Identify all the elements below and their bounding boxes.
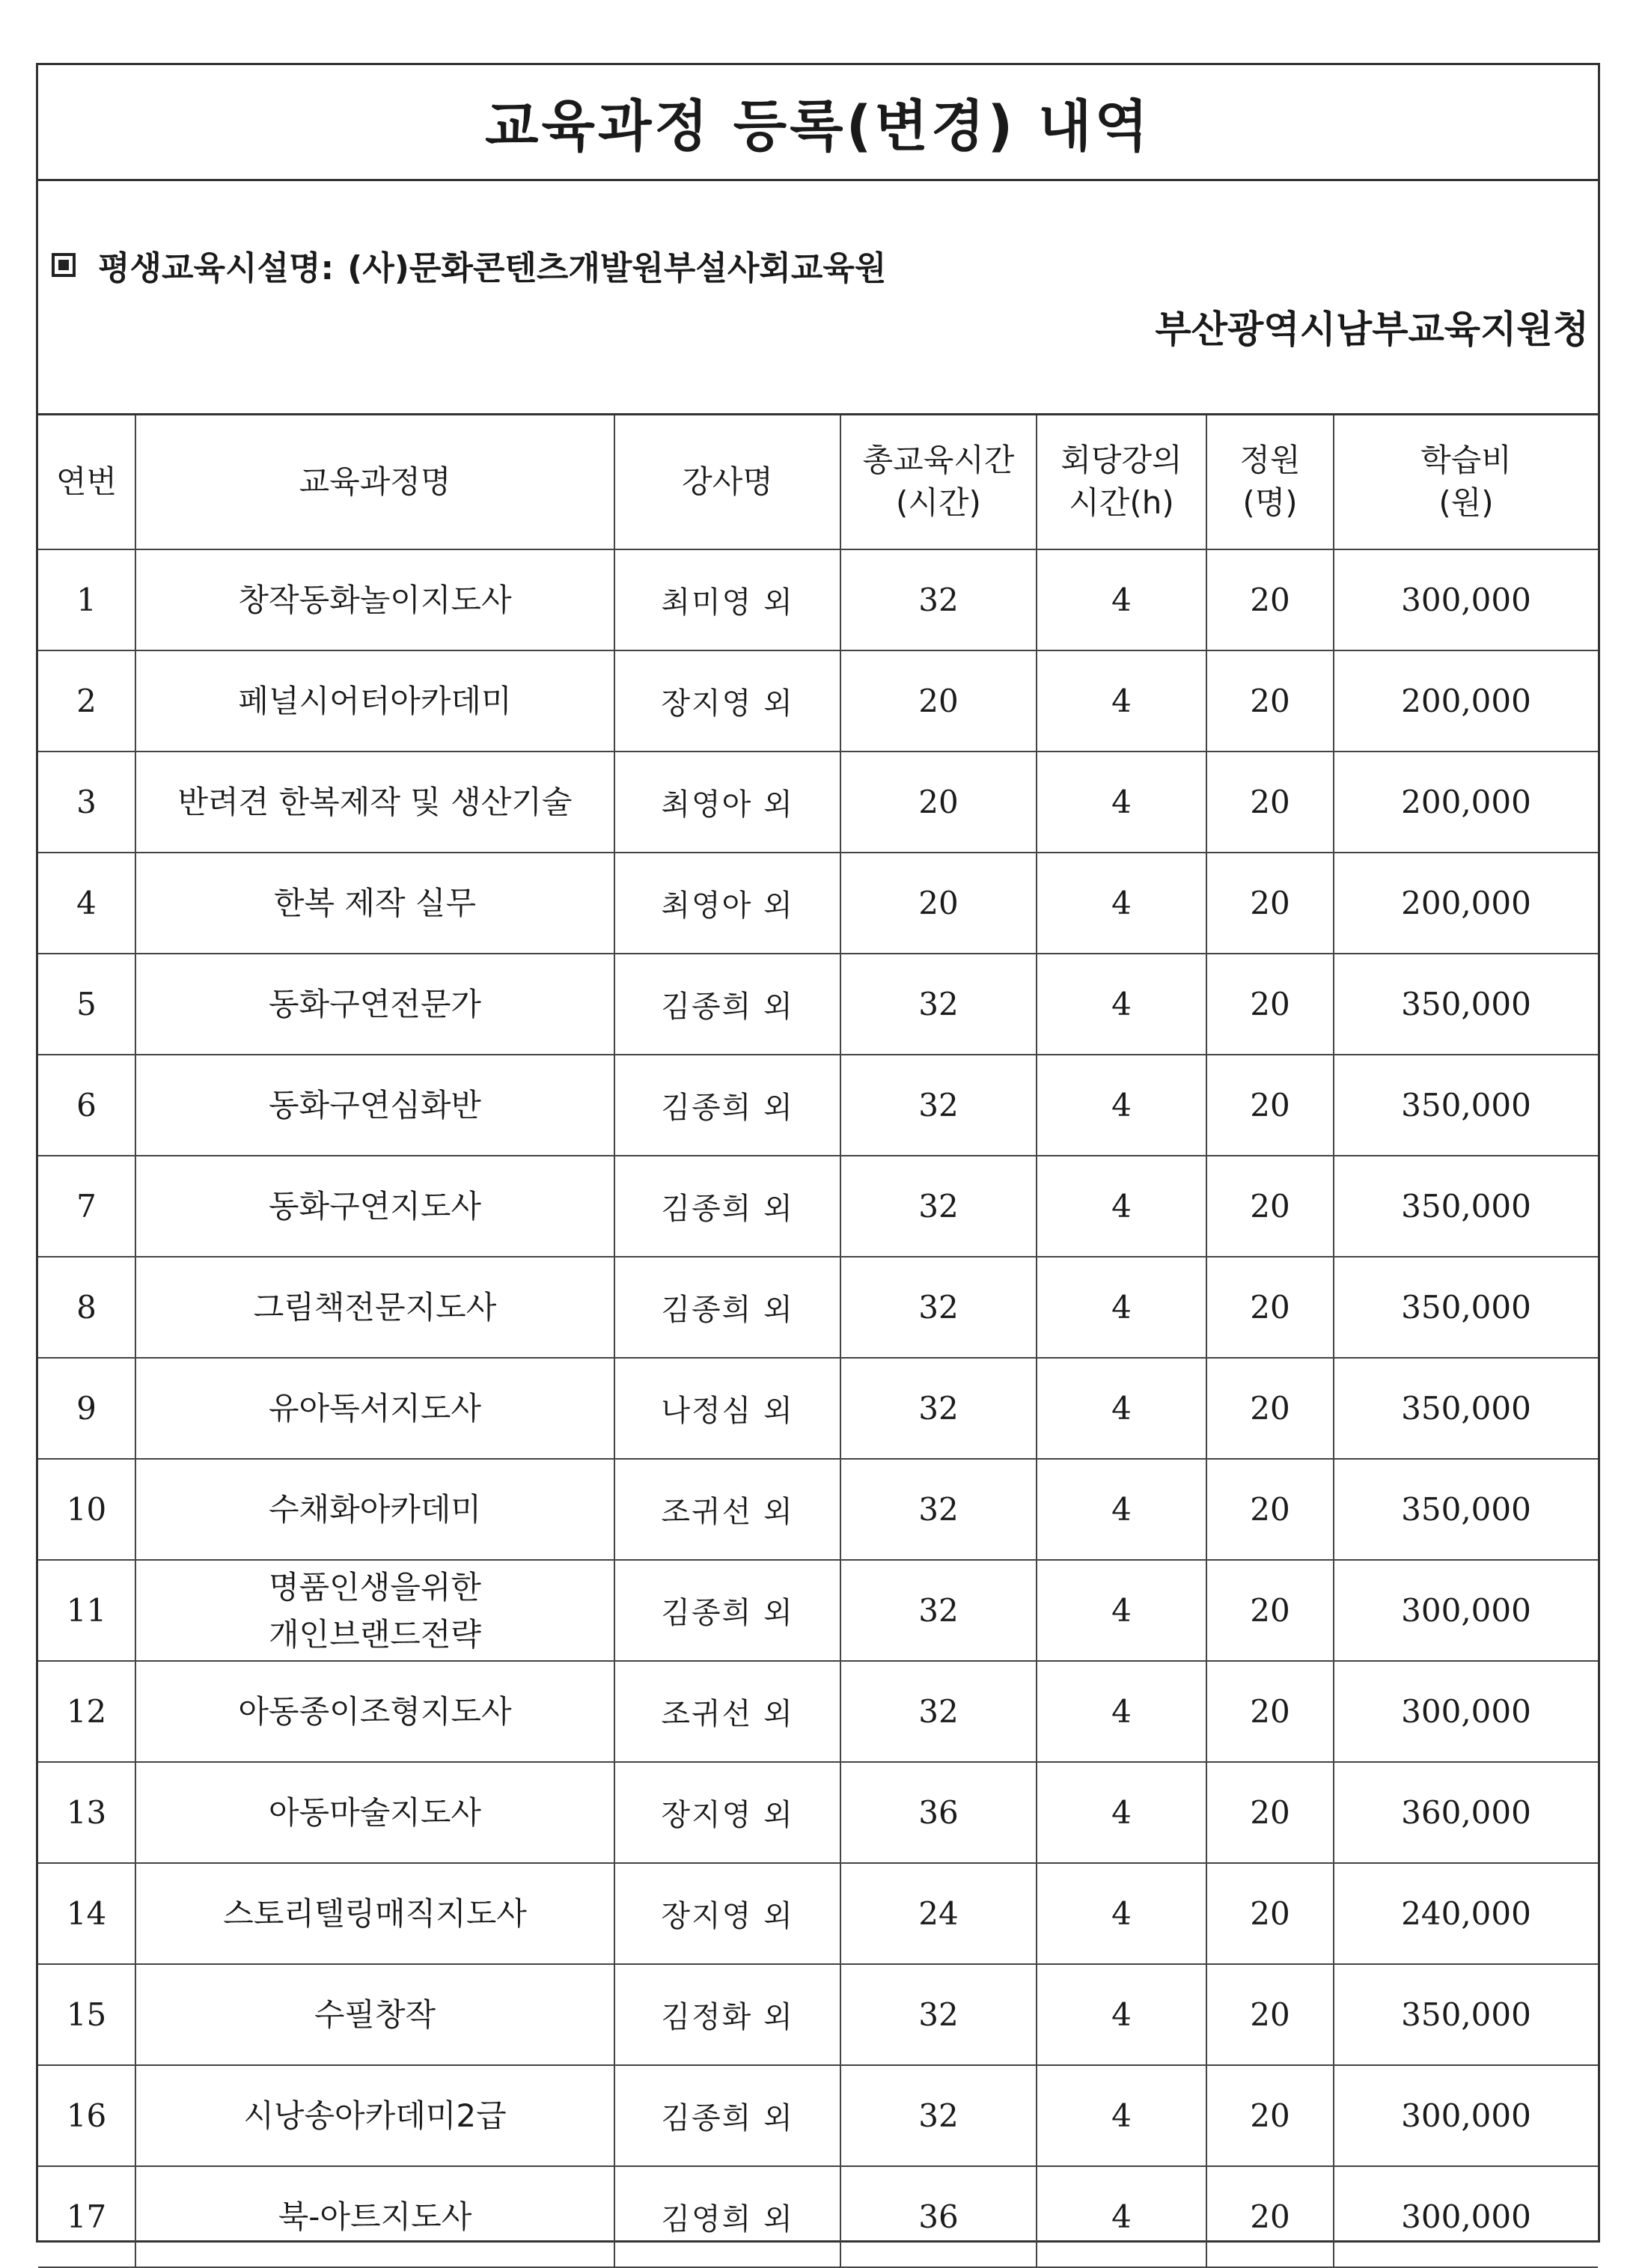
cell-fee: 200,000 bbox=[1334, 752, 1598, 853]
cell-no: 12 bbox=[38, 1661, 135, 1762]
cell-course: 북-아트지도사 bbox=[135, 2166, 614, 2267]
cell-capacity: 20 bbox=[1206, 1156, 1334, 1257]
cell-capacity: 20 bbox=[1206, 1964, 1334, 2065]
cell-instructor: 나정심 외 bbox=[614, 1358, 840, 1459]
cell-capacity: 20 bbox=[1206, 1358, 1334, 1459]
cell-total-hours: 32 bbox=[840, 1560, 1037, 1661]
table-row bbox=[38, 1964, 1598, 2065]
cell-total-hours: 20 bbox=[840, 752, 1037, 853]
cell-fee: 350,000 bbox=[1334, 954, 1598, 1055]
cell-session-hours: 4 bbox=[1037, 1863, 1206, 1964]
table-row bbox=[38, 752, 1598, 853]
cell-instructor: 조귀선 외 bbox=[614, 1459, 840, 1560]
cell-no: 4 bbox=[38, 853, 135, 954]
header-fee: 학습비 (원) bbox=[1334, 415, 1598, 549]
cell-fee: 300,000 bbox=[1334, 1560, 1598, 1661]
cell-no: 3 bbox=[38, 752, 135, 853]
cell-no: 8 bbox=[38, 1257, 135, 1358]
cell-total-hours: 32 bbox=[840, 1257, 1037, 1358]
cell-session-hours: 4 bbox=[1037, 1459, 1206, 1560]
cell-capacity: 20 bbox=[1206, 549, 1334, 650]
cell-total-hours: 32 bbox=[840, 1055, 1037, 1156]
course-table bbox=[38, 415, 1598, 2268]
info-box bbox=[38, 181, 1598, 415]
table-row bbox=[38, 1560, 1598, 1661]
cell-no: 6 bbox=[38, 1055, 135, 1156]
cell-course: 유아독서지도사 bbox=[135, 1358, 614, 1459]
cell-course: 아동종이조형지도사 bbox=[135, 1661, 614, 1762]
cell-total-hours: 24 bbox=[840, 1863, 1037, 1964]
cell-course: 스토리텔링매직지도사 bbox=[135, 1863, 614, 1964]
cell-no: 11 bbox=[38, 1560, 135, 1661]
table-row bbox=[38, 549, 1598, 650]
cell-course: 수채화아카데미 bbox=[135, 1459, 614, 1560]
cell-capacity: 20 bbox=[1206, 1055, 1334, 1156]
cell-instructor: 조귀선 외 bbox=[614, 1661, 840, 1762]
cell-no: 17 bbox=[38, 2166, 135, 2267]
cell-capacity: 20 bbox=[1206, 650, 1334, 752]
cell-instructor: 김종희 외 bbox=[614, 1257, 840, 1358]
table-row bbox=[38, 2166, 1598, 2267]
cell-course: 한복 제작 실무 bbox=[135, 853, 614, 954]
cell-instructor: 김종희 외 bbox=[614, 2065, 840, 2166]
header-row bbox=[38, 415, 1598, 549]
cell-total-hours: 32 bbox=[840, 2065, 1037, 2166]
cell-course: 아동마술지도사 bbox=[135, 1762, 614, 1863]
cell-total-hours: 32 bbox=[840, 1964, 1037, 2065]
cell-instructor: 김정화 외 bbox=[614, 1964, 840, 2065]
cell-capacity: 20 bbox=[1206, 1257, 1334, 1358]
cell-total-hours: 36 bbox=[840, 1762, 1037, 1863]
table-row bbox=[38, 954, 1598, 1055]
cell-no: 15 bbox=[38, 1964, 135, 2065]
table-row bbox=[38, 1661, 1598, 1762]
cell-no: 16 bbox=[38, 2065, 135, 2166]
table-body bbox=[38, 549, 1598, 2267]
cell-session-hours: 4 bbox=[1037, 1964, 1206, 2065]
cell-session-hours: 4 bbox=[1037, 1055, 1206, 1156]
cell-instructor: 장지영 외 bbox=[614, 650, 840, 752]
cell-capacity: 20 bbox=[1206, 1560, 1334, 1661]
cell-capacity: 20 bbox=[1206, 752, 1334, 853]
cell-no: 2 bbox=[38, 650, 135, 752]
cell-session-hours: 4 bbox=[1037, 650, 1206, 752]
cell-session-hours: 4 bbox=[1037, 853, 1206, 954]
cell-capacity: 20 bbox=[1206, 853, 1334, 954]
cell-capacity: 20 bbox=[1206, 2065, 1334, 2166]
cell-fee: 300,000 bbox=[1334, 1661, 1598, 1762]
cell-session-hours: 4 bbox=[1037, 954, 1206, 1055]
cell-total-hours: 36 bbox=[840, 2166, 1037, 2267]
facility-name: (사)문화콘텐츠개발원부설사회교육원 bbox=[347, 249, 887, 287]
cell-fee: 350,000 bbox=[1334, 1156, 1598, 1257]
facility-label: 평생교육시설명: bbox=[98, 249, 335, 287]
header-total-hours: 총교육시간 (시간) bbox=[840, 415, 1037, 549]
cell-instructor: 김종희 외 bbox=[614, 1055, 840, 1156]
table-row bbox=[38, 1156, 1598, 1257]
cell-capacity: 20 bbox=[1206, 2166, 1334, 2267]
header-course: 교육과정명 bbox=[135, 415, 614, 549]
table-row bbox=[38, 650, 1598, 752]
document-frame bbox=[36, 63, 1600, 2243]
cell-capacity: 20 bbox=[1206, 954, 1334, 1055]
table-row bbox=[38, 1762, 1598, 1863]
cell-total-hours: 32 bbox=[840, 549, 1037, 650]
header-capacity: 정원 (명) bbox=[1206, 415, 1334, 549]
cell-session-hours: 4 bbox=[1037, 2065, 1206, 2166]
cell-course: 명품인생을위한 개인브랜드전략 bbox=[135, 1560, 614, 1661]
cell-fee: 360,000 bbox=[1334, 1762, 1598, 1863]
cell-fee: 350,000 bbox=[1334, 1459, 1598, 1560]
cell-course: 시낭송아카데미2급 bbox=[135, 2065, 614, 2166]
cell-instructor: 장지영 외 bbox=[614, 1863, 840, 1964]
cell-total-hours: 32 bbox=[840, 1459, 1037, 1560]
cell-session-hours: 4 bbox=[1037, 752, 1206, 853]
square-bullet-icon bbox=[52, 253, 76, 277]
cell-instructor: 장지영 외 bbox=[614, 1762, 840, 1863]
header-instructor: 강사명 bbox=[614, 415, 840, 549]
facility-line bbox=[52, 241, 886, 289]
cell-course: 반려견 한복제작 및 생산기술 bbox=[135, 752, 614, 853]
cell-no: 5 bbox=[38, 954, 135, 1055]
cell-total-hours: 32 bbox=[840, 1358, 1037, 1459]
cell-fee: 350,000 bbox=[1334, 1257, 1598, 1358]
cell-session-hours: 4 bbox=[1037, 1661, 1206, 1762]
cell-fee: 300,000 bbox=[1334, 2065, 1598, 2166]
cell-session-hours: 4 bbox=[1037, 549, 1206, 650]
cell-no: 14 bbox=[38, 1863, 135, 1964]
cell-course: 동화구연전문가 bbox=[135, 954, 614, 1055]
cell-fee: 300,000 bbox=[1334, 2166, 1598, 2267]
cell-total-hours: 32 bbox=[840, 954, 1037, 1055]
table-row bbox=[38, 1257, 1598, 1358]
header-no: 연번 bbox=[38, 415, 135, 549]
cell-course: 창작동화놀이지도사 bbox=[135, 549, 614, 650]
cell-total-hours: 32 bbox=[840, 1661, 1037, 1762]
cell-instructor: 최미영 외 bbox=[614, 549, 840, 650]
cell-fee: 200,000 bbox=[1334, 853, 1598, 954]
cell-capacity: 20 bbox=[1206, 1661, 1334, 1762]
cell-instructor: 김종희 외 bbox=[614, 954, 840, 1055]
cell-fee: 350,000 bbox=[1334, 1055, 1598, 1156]
cell-total-hours: 20 bbox=[840, 650, 1037, 752]
education-office: 부산광역시남부교육지원청 bbox=[1155, 308, 1589, 351]
table-row bbox=[38, 1055, 1598, 1156]
cell-no: 13 bbox=[38, 1762, 135, 1863]
cell-instructor: 최영아 외 bbox=[614, 752, 840, 853]
cell-course: 동화구연심화반 bbox=[135, 1055, 614, 1156]
cell-no: 1 bbox=[38, 549, 135, 650]
cell-fee: 350,000 bbox=[1334, 1358, 1598, 1459]
cell-capacity: 20 bbox=[1206, 1459, 1334, 1560]
cell-instructor: 김종희 외 bbox=[614, 1156, 840, 1257]
cell-fee: 350,000 bbox=[1334, 1964, 1598, 2065]
table-row bbox=[38, 1459, 1598, 1560]
cell-instructor: 김종희 외 bbox=[614, 1560, 840, 1661]
cell-total-hours: 20 bbox=[840, 853, 1037, 954]
page-title: 교육과정 등록(변경) 내역 bbox=[484, 94, 1151, 159]
cell-no: 10 bbox=[38, 1459, 135, 1560]
cell-session-hours: 4 bbox=[1037, 1358, 1206, 1459]
cell-capacity: 20 bbox=[1206, 1762, 1334, 1863]
table-row bbox=[38, 2065, 1598, 2166]
cell-session-hours: 4 bbox=[1037, 1762, 1206, 1863]
cell-course: 페널시어터아카데미 bbox=[135, 650, 614, 752]
header-session-hours: 회당강의 시간(h) bbox=[1037, 415, 1206, 549]
table-row bbox=[38, 853, 1598, 954]
cell-fee: 300,000 bbox=[1334, 549, 1598, 650]
cell-instructor: 김영희 외 bbox=[614, 2166, 840, 2267]
cell-instructor: 최영아 외 bbox=[614, 853, 840, 954]
cell-capacity: 20 bbox=[1206, 1863, 1334, 1964]
cell-total-hours: 32 bbox=[840, 1156, 1037, 1257]
cell-no: 9 bbox=[38, 1358, 135, 1459]
cell-no: 7 bbox=[38, 1156, 135, 1257]
cell-fee: 240,000 bbox=[1334, 1863, 1598, 1964]
table-row bbox=[38, 1358, 1598, 1459]
table-row bbox=[38, 1863, 1598, 1964]
cell-course: 그림책전문지도사 bbox=[135, 1257, 614, 1358]
cell-session-hours: 4 bbox=[1037, 1257, 1206, 1358]
title-box bbox=[38, 65, 1598, 181]
cell-session-hours: 4 bbox=[1037, 1560, 1206, 1661]
cell-session-hours: 4 bbox=[1037, 1156, 1206, 1257]
cell-session-hours: 4 bbox=[1037, 2166, 1206, 2267]
cell-fee: 200,000 bbox=[1334, 650, 1598, 752]
cell-course: 동화구연지도사 bbox=[135, 1156, 614, 1257]
cell-course: 수필창작 bbox=[135, 1964, 614, 2065]
